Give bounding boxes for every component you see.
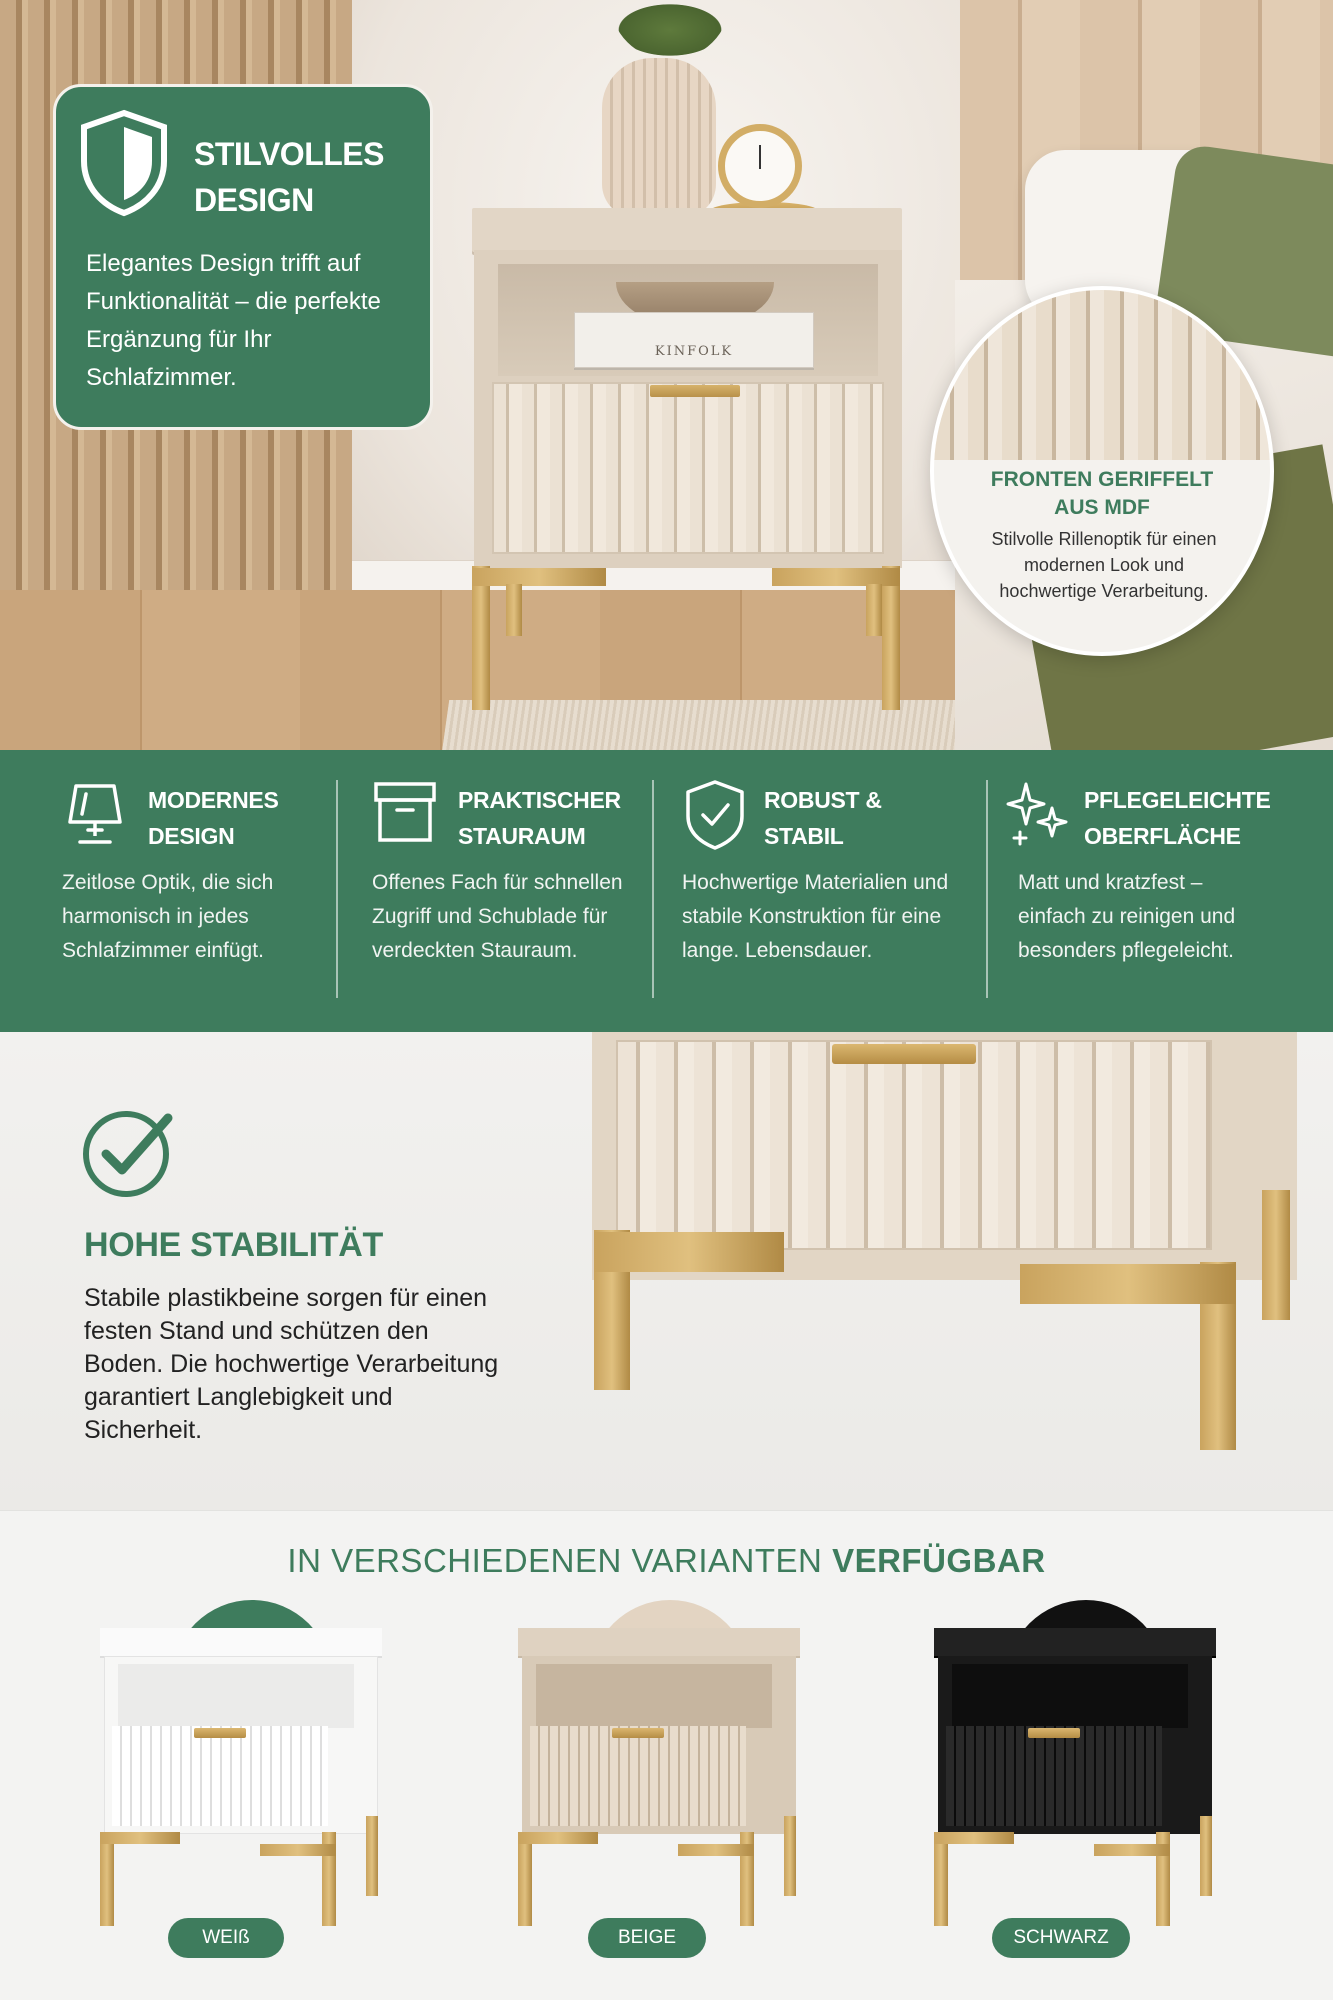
feature-text: Offenes Fach für schnellen Zugriff und Schublade für verdeckten Stauraum. [372,871,623,962]
variant-fluted-drawer [946,1726,1162,1826]
book [574,312,814,368]
fluted-front-detail-circle [930,286,1274,656]
variant-leg-rail [518,1832,598,1844]
shield-icon [80,109,168,217]
feature-text: Matt und kratzfest – einfach zu reinigen und besonders pflegeleicht. [1018,871,1236,962]
book-title: KINFOLK [654,344,734,359]
nightstand-fluted-drawer [492,382,884,554]
stability-title: HOHE STABILITÄT [84,1226,383,1264]
feature-text: Zeitlose Optik, die sich harmonisch in jedes Schlafzimmer einfügt. [62,871,274,962]
variant-handle [194,1728,246,1738]
variant-handle [612,1728,664,1738]
variant-handle [1028,1728,1080,1738]
feature-divider [986,780,988,998]
variant-fluted-drawer [112,1726,328,1826]
variants-heading [0,1542,1333,1580]
variant-leg [518,1832,532,1926]
feature-title [148,782,279,854]
feature-title [458,782,621,854]
feature-easy-care [1006,778,1326,998]
variant-leg-rail [100,1832,180,1844]
hero-section [0,0,1333,750]
variant-leg-rail [934,1832,1014,1844]
nightstand-leg-rail [1020,1264,1236,1304]
feature-text: Hochwertige Materialien und stabile Konstruktion für eine lange. Lebensdauer. [682,871,949,962]
feature-title-line2: DESIGN [148,823,235,849]
fluted-texture-closeup [934,290,1270,460]
rug [441,700,989,750]
feature-title-line1: ROBUST & [764,787,882,813]
feature-title [1084,782,1271,854]
variant-black-nightstand[interactable] [934,1600,1234,1960]
detail-title-line2: AUS MDF [1054,496,1150,519]
check-circle-icon [82,1106,174,1198]
feature-title-line1: PFLEGELEICHTE [1084,787,1271,813]
detail-title-line1: FRONTEN GERIFFELT [990,468,1214,491]
nightstand-top [472,208,902,252]
variant-fluted-drawer [530,1726,746,1826]
variant-beige-nightstand[interactable] [518,1600,818,1960]
feature-robust [682,778,982,998]
nightstand-leg [866,584,882,636]
variants-heading-bold: VERFÜGBAR [832,1542,1046,1579]
design-card-title-line1: STILVOLLES [194,136,384,172]
feature-storage [372,778,662,998]
nightstand-leg-rail [594,1232,784,1272]
nightstand-leg [506,584,522,636]
feature-title-line2: STAURAUM [458,823,586,849]
variant-leg-rail [678,1844,754,1856]
variant-label-black[interactable]: SCHWARZ [992,1918,1130,1958]
nightstand-leg [882,566,900,710]
variant-leg-rail [260,1844,336,1856]
design-card-title-line2: DESIGN [194,182,314,218]
variant-leg [100,1832,114,1926]
variant-shelf [536,1664,772,1728]
lamp-icon [62,778,128,850]
nightstand-leg [472,566,490,710]
ribbed-vase [602,58,716,218]
feature-modern-design [62,778,332,998]
variant-shelf [118,1664,354,1728]
variant-leg-rail [1094,1844,1170,1856]
feature-title-line2: STABIL [764,823,844,849]
variant-leg [784,1816,796,1896]
variant-shelf [952,1664,1188,1728]
nightstand-closeup-drawer [616,1040,1212,1250]
feature-title [764,782,882,854]
detail-text: Stilvolle Rillenoptik für einen modernen Look und hochwertige Verarbeitung. [991,529,1217,601]
design-card-title [194,131,384,223]
variants-heading-regular: IN VERSCHIEDENEN VARIANTEN [287,1542,833,1579]
variant-white-nightstand[interactable] [100,1600,400,1960]
variant-leg [934,1832,948,1926]
design-card-text: Elegantes Design trifft auf Funktionalität – die perfekte Ergänzung für Ihr Schlafzimmer. [86,250,381,391]
clock-icon [718,124,802,208]
stability-text: Stabile plastikbeine sorgen für einen festen Stand und schützen den Boden. Die hochwertige Verarbeitung garantiert Langlebigkeit und Sicherheit. [84,1284,499,1444]
detail-title [934,466,1270,522]
shield-check-icon [682,778,748,850]
feature-title-line2: OBERFLÄCHE [1084,823,1241,849]
variant-top [100,1628,382,1656]
variant-label-white[interactable]: WEIß [168,1918,284,1958]
variant-top [934,1628,1216,1656]
variant-leg [366,1816,378,1896]
design-info-card [53,84,433,430]
feature-divider [336,780,338,998]
storage-box-icon [372,778,438,850]
sparkle-icon [1006,778,1072,850]
variant-label-beige[interactable]: BEIGE [588,1918,706,1958]
nightstand-leg-rail [472,568,606,586]
feature-title-line1: MODERNES [148,787,279,813]
feature-divider [652,780,654,998]
drawer-handle [650,385,740,397]
variant-top [518,1628,800,1656]
variant-leg [1200,1816,1212,1896]
nightstand-leg [1262,1190,1290,1320]
drawer-handle [832,1044,976,1064]
feature-title-line1: PRAKTISCHER [458,787,621,813]
